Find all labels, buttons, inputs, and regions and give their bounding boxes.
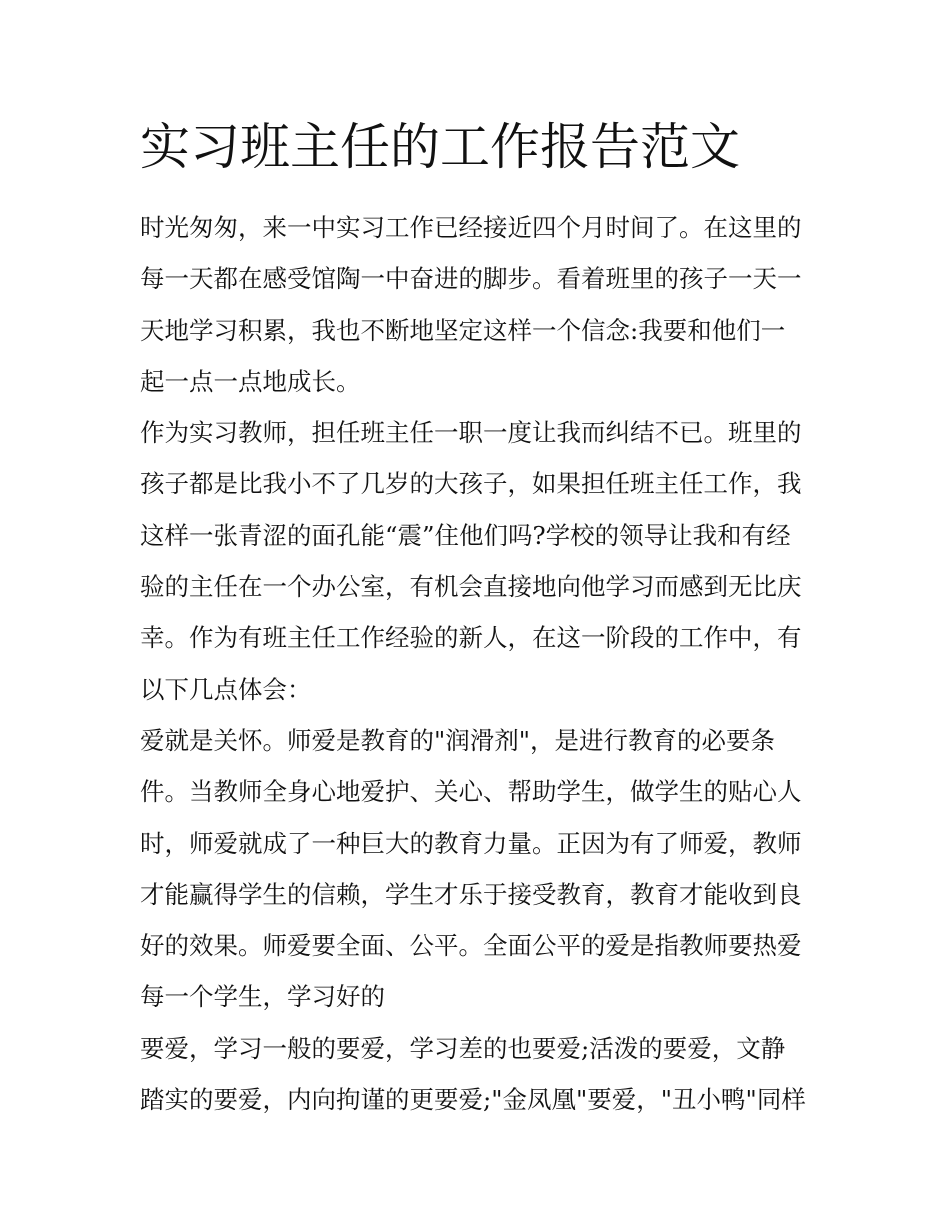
text-line: 要爱，学习一般的要爱，学习差的也要爱;活泼的要爱，文静: [140, 1033, 786, 1063]
document-page: [140, 108, 815, 1125]
text-line: 踏实的要爱，内向拘谨的更要爱;"金凤凰"要爱，"丑小鸭"同样: [140, 1085, 806, 1115]
text-line: 验的主任在一个办公室，有机会直接地向他学习而感到无比庆: [140, 572, 802, 602]
text-line: 件。当教师全身心地爱护、关心、帮助学生，做学生的贴心人: [140, 777, 802, 807]
text-line: 以下几点体会：: [140, 674, 312, 704]
text-line: 时，师爱就成了一种巨大的教育力量。正因为有了师爱，教师: [140, 828, 802, 858]
text-line: 才能赢得学生的信赖，学生才乐于接受教育，教育才能收到良: [140, 879, 802, 909]
document-body: [140, 202, 815, 1125]
text-line: 起一点一点地成长。: [140, 366, 361, 396]
text-line: 作为实习教师，担任班主任一职一度让我而纠结不已。班里的: [140, 418, 802, 448]
text-line: 每一个学生，学习好的: [140, 982, 385, 1012]
text-line: 好的效果。师爱要全面、公平。全面公平的爱是指教师要热爱: [140, 931, 802, 961]
text-line: 天地学习积累，我也不断地坚定这样一个信念:我要和他们一: [140, 315, 786, 345]
text-line: 这样一张青涩的面孔能“震”住他们吗?学校的领导让我和有经: [140, 520, 791, 550]
text-line: 时光匆匆，来一中实习工作已经接近四个月时间了。在这里的: [140, 213, 802, 242]
text-line: 每一天都在感受馆陶一中奋进的脚步。看着班里的孩子一天一: [140, 264, 802, 294]
text-line: 孩子都是比我小不了几岁的大孩子，如果担任班主任工作，我: [140, 469, 802, 499]
text-line: 爱就是关怀。师爱是教育的"润滑剂"，是进行教育的必要条: [140, 725, 776, 755]
text-line: 幸。作为有班主任工作经验的新人，在这一阶段的工作中，有: [140, 623, 802, 653]
document-title: 实习班主任的工作报告范文: [140, 118, 740, 176]
